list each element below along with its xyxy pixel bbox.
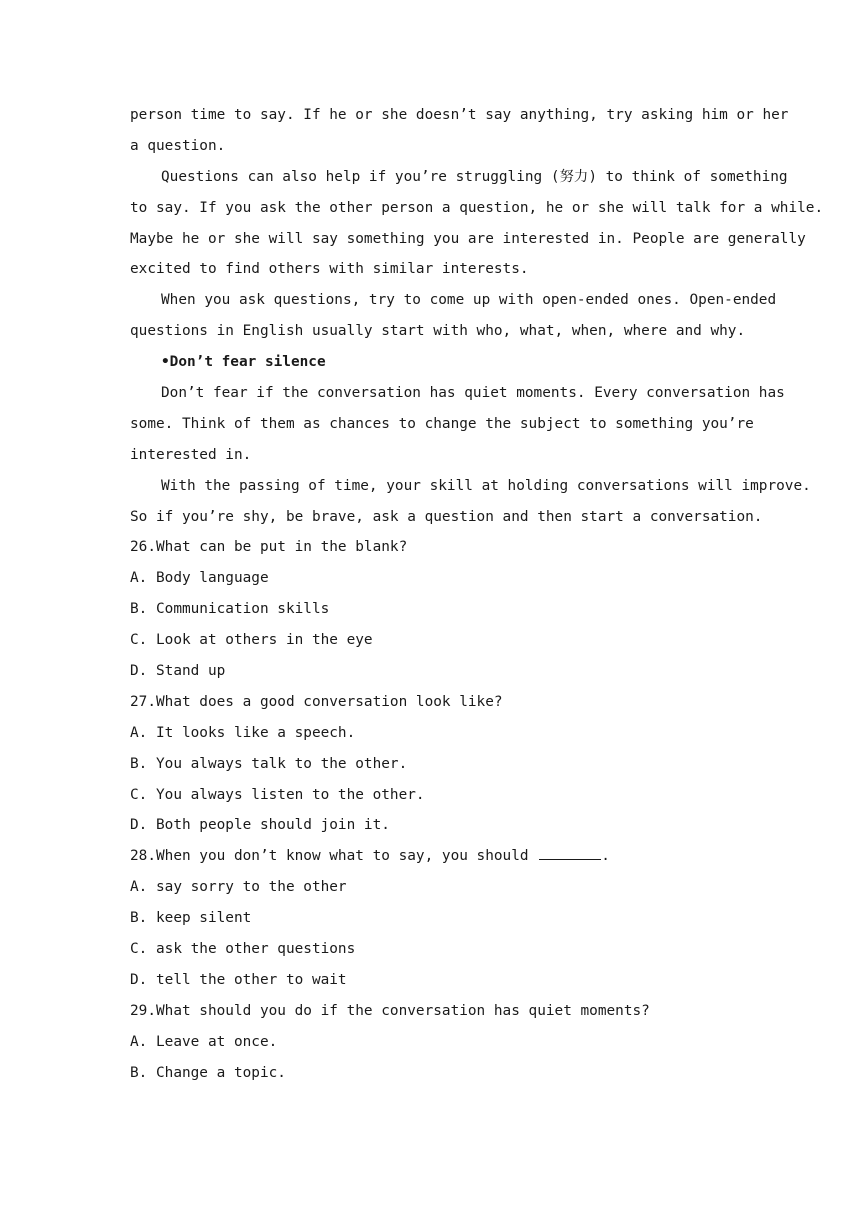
passage-line: to say. If you ask the other person a question, he or she will talk for a while. bbox=[130, 199, 824, 216]
passage-line: questions in English usually start with who, what, when, where and why. bbox=[130, 323, 746, 340]
answer-option: A. Body language bbox=[130, 570, 269, 587]
passage-line: interested in. bbox=[130, 446, 252, 463]
passage-line: person time to say. If he or she doesn’t say anything, try asking him or her bbox=[130, 107, 789, 123]
answer-option: A. It looks like a speech. bbox=[130, 724, 356, 741]
answer-option: A. Leave at once. bbox=[130, 1033, 278, 1050]
question-stem-row bbox=[130, 841, 730, 872]
answer-option: D. Stand up bbox=[130, 663, 226, 680]
answer-blank bbox=[539, 845, 601, 860]
answer-option: A. say sorry to the other bbox=[130, 879, 347, 896]
answer-option: B. Communication skills bbox=[130, 601, 330, 618]
passage-line: Maybe he or she will say something you are interested in. People are generally bbox=[130, 230, 806, 247]
answer-option: B. Change a topic. bbox=[130, 1064, 286, 1081]
question-stem-end: . bbox=[601, 848, 610, 865]
passage-line: So if you’re shy, be brave, ask a question and then start a conversation. bbox=[130, 508, 763, 525]
section-heading: •Don’t fear silence bbox=[161, 354, 326, 371]
question-stem: 26.What can be put in the blank? bbox=[130, 539, 408, 556]
answer-option: B. You always talk to the other. bbox=[130, 755, 408, 772]
answer-option: D. tell the other to wait bbox=[130, 971, 347, 988]
passage-line: When you ask questions, try to come up with open-ended ones. Open-ended bbox=[161, 292, 777, 309]
answer-option: C. ask the other questions bbox=[130, 941, 356, 958]
passage-line: Don’t fear if the conversation has quiet moments. Every conversation has bbox=[161, 385, 785, 402]
answer-option: B. keep silent bbox=[130, 910, 252, 927]
answer-option: C. Look at others in the eye bbox=[130, 632, 373, 649]
passage-line: With the passing of time, your skill at holding conversations will improve. bbox=[161, 477, 811, 494]
passage-line: Questions can also help if you’re struggling (努力) to think of something bbox=[161, 168, 788, 185]
passage-line: some. Think of them as chances to change the subject to something you’re bbox=[130, 415, 754, 432]
passage-line: a question. bbox=[130, 137, 226, 154]
page-content bbox=[130, 100, 824, 1089]
question-stem: 28.When you don’t know what to say, you should bbox=[130, 848, 529, 865]
answer-option: C. You always listen to the other. bbox=[130, 786, 425, 803]
question-stem: 29.What should you do if the conversation has quiet moments? bbox=[130, 1002, 650, 1019]
passage-line: excited to find others with similar interests. bbox=[130, 261, 529, 278]
answer-option: D. Both people should join it. bbox=[130, 817, 390, 834]
question-stem: 27.What does a good conversation look like? bbox=[130, 693, 503, 710]
